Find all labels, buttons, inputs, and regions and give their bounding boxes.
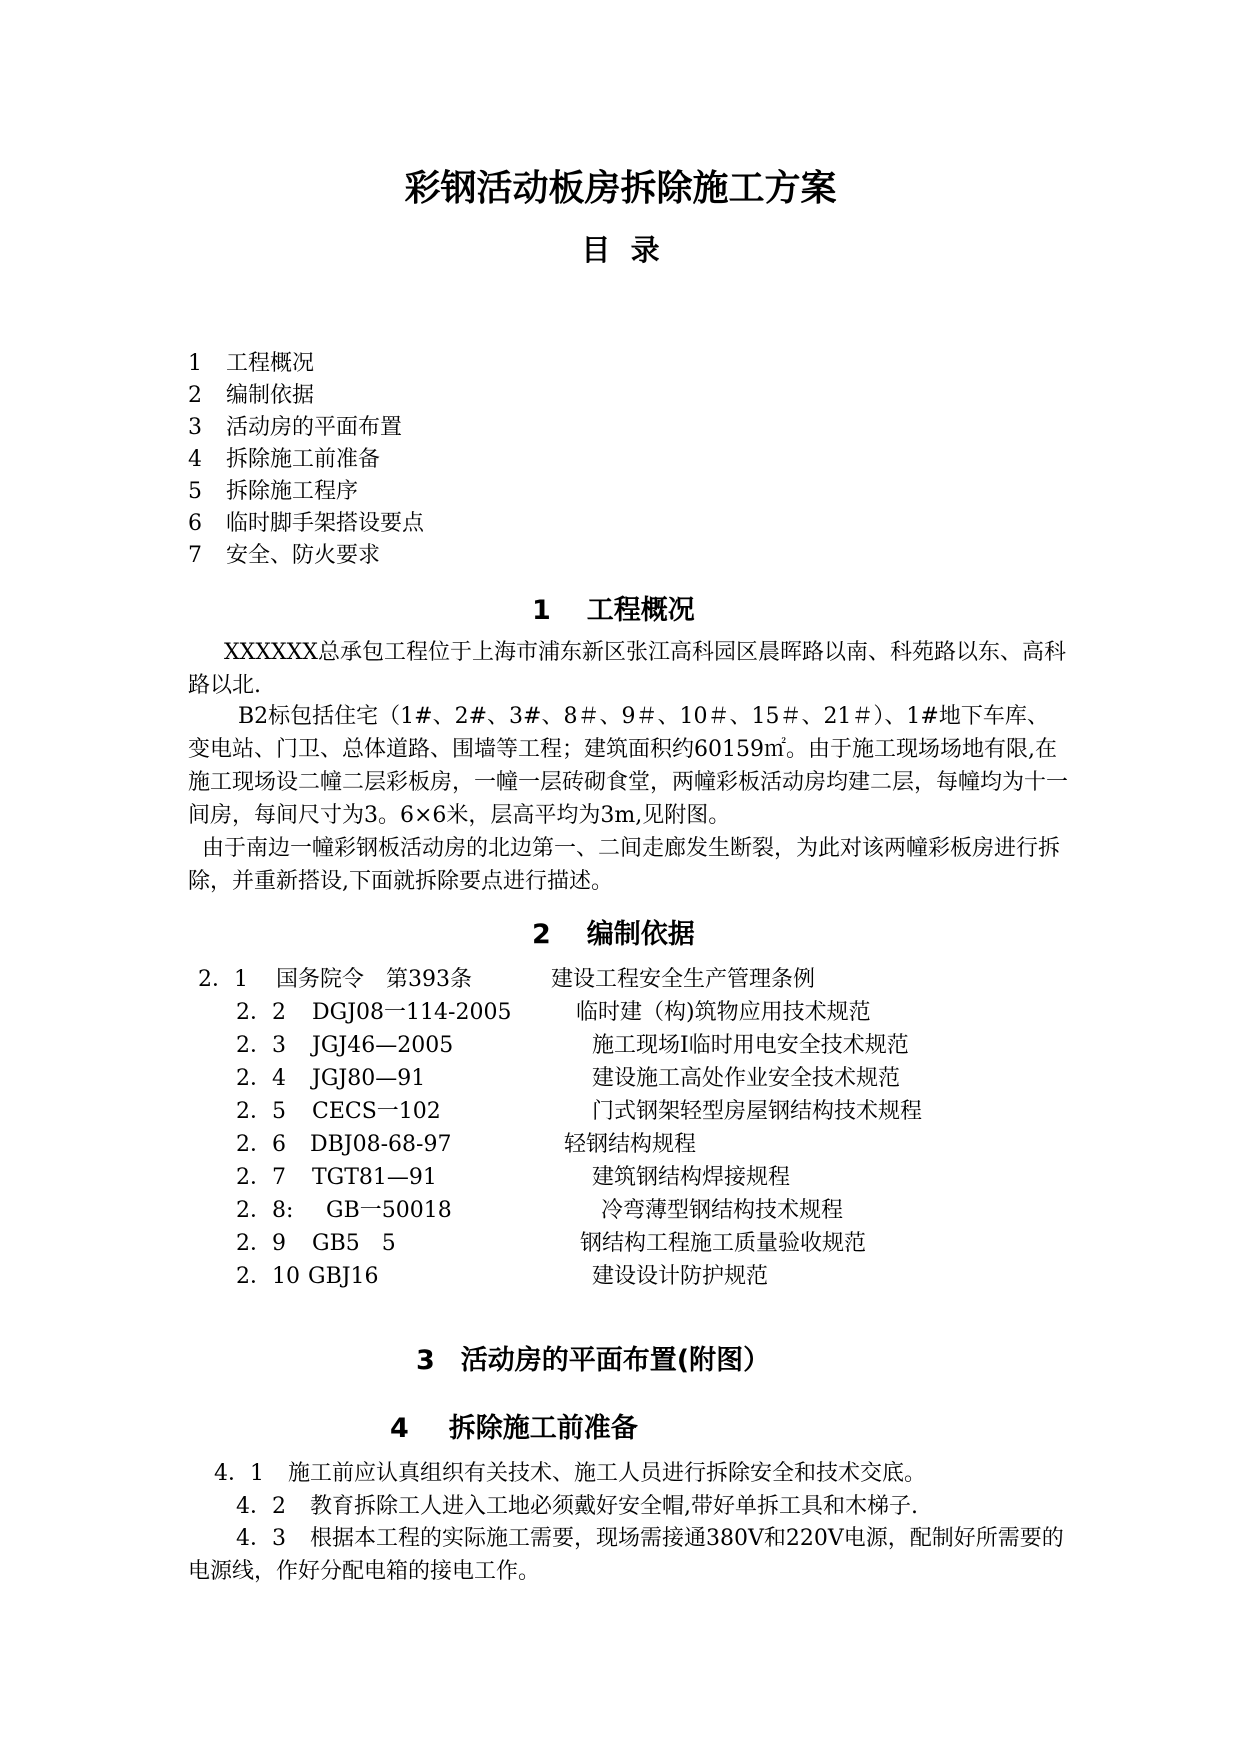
reference-item <box>236 1096 922 1128</box>
toc-item-number: 3 <box>188 415 202 440</box>
reference-number: 2．5 <box>236 1099 286 1124</box>
preparation-text: 教育拆除工人进入工地必须戴好安全帽,带好单拆工具和木梯子. <box>310 1494 918 1519</box>
reference-name: 施工现场Ⅰ临时用电安全技术规范 <box>592 1033 909 1058</box>
toc-item-label: 编制依据 <box>226 383 315 408</box>
reference-name: 冷弯薄型钢结构技术规程 <box>601 1198 844 1223</box>
reference-code: TGT81—91 <box>312 1165 437 1190</box>
preparation-number: 4．3 <box>236 1526 286 1551</box>
reference-name: 钢结构工程施工质量验收规范 <box>580 1231 867 1256</box>
toc-item-label: 活动房的平面布置 <box>226 415 403 440</box>
reference-name: 轻钢结构规程 <box>564 1132 697 1157</box>
toc-item-label: 拆除施工前准备 <box>226 447 381 472</box>
section-title: 编制依据 <box>586 919 695 950</box>
preparation-text: 根据本工程的实际施工需要，现场需接通380V和220V电源，配制好所需要的电源线，作好分配电箱的接电工作。 <box>188 1526 1064 1584</box>
reference-name: 临时建（构)筑物应用技术规范 <box>576 1000 871 1025</box>
reference-code: GBJ16 <box>308 1264 379 1289</box>
reference-item <box>236 1261 768 1293</box>
reference-name: 建筑钢结构焊接规程 <box>592 1165 791 1190</box>
reference-name: 建设设计防护规范 <box>592 1264 769 1289</box>
toc-item-label: 临时脚手架搭设要点 <box>226 511 425 536</box>
preparation-text: 施工前应认真组织有关技术、施工人员进行拆除安全和技术交底。 <box>288 1461 927 1486</box>
reference-number: 2．10 <box>236 1264 300 1289</box>
preparation-item <box>236 1491 918 1523</box>
reference-code: GB5 5 <box>312 1231 396 1256</box>
section-title: 工程概况 <box>586 595 695 626</box>
reference-code: GB一50018 <box>326 1198 452 1223</box>
reference-number: 2．2 <box>236 1000 286 1025</box>
reference-code: CECS一102 <box>312 1099 441 1124</box>
reference-item <box>236 1195 843 1227</box>
section-title: 活动房的平面布置(附图） <box>460 1345 771 1376</box>
section-1-paragraph: XXXXXX总承包工程位于上海市浦东新区张江高科园区晨晖路以南、科苑路以东、高科路以北. <box>188 640 1066 698</box>
toc-item-label: 拆除施工程序 <box>226 479 359 504</box>
toc-item <box>188 348 314 380</box>
toc-heading: 目 录 <box>581 233 660 267</box>
reference-item <box>236 1030 909 1062</box>
reference-number: 2．6 <box>236 1132 286 1157</box>
reference-code: JGJ80—91 <box>312 1066 426 1091</box>
section-number: 3 <box>416 1345 435 1376</box>
reference-item <box>236 997 871 1029</box>
toc-item-label: 工程概况 <box>226 351 315 376</box>
reference-code: DBJ08-68-97 <box>310 1132 452 1157</box>
reference-item <box>236 1129 696 1161</box>
preparation-number: 4．1 <box>214 1461 264 1486</box>
preparation-number: 4．2 <box>236 1494 286 1519</box>
reference-name: 建设施工高处作业安全技术规范 <box>592 1066 901 1091</box>
reference-number: 2．7 <box>236 1165 286 1190</box>
reference-number: 2．4 <box>236 1066 286 1091</box>
preparation-item <box>188 1522 1070 1588</box>
section-number: 2 <box>532 919 551 950</box>
reference-number: 2．9 <box>236 1231 286 1256</box>
section-title: 拆除施工前准备 <box>448 1413 638 1444</box>
toc-item-label: 安全、防火要求 <box>226 543 381 568</box>
section-1-heading <box>532 588 695 627</box>
toc-item <box>188 508 424 540</box>
toc-item <box>188 444 380 476</box>
reference-item <box>198 964 815 996</box>
reference-item <box>236 1162 790 1194</box>
toc-item <box>188 476 358 508</box>
reference-item <box>236 1063 900 1095</box>
reference-name: 建设工程安全生产管理条例 <box>551 967 816 992</box>
toc-item-number: 4 <box>188 447 202 472</box>
reference-code: DGJ08一114-2005 <box>312 1000 512 1025</box>
reference-number: 2．1 <box>198 967 248 992</box>
toc-item-number: 7 <box>188 543 202 568</box>
toc-item-number: 5 <box>188 479 202 504</box>
toc-item <box>188 412 402 444</box>
document-title: 彩钢活动板房拆除施工方案 <box>404 168 837 209</box>
section-4-heading <box>390 1406 638 1445</box>
section-number: 4 <box>390 1413 409 1444</box>
section-1-paragraph: 由于南边一幢彩钢板活动房的北边第一、二间走廊发生断裂，为此对该两幢彩板房进行拆除，并重新搭设,下面就拆除要点进行描述。 <box>188 836 1061 894</box>
reference-number: 2．8: <box>236 1198 294 1223</box>
toc-item-number: 1 <box>188 351 202 376</box>
reference-item <box>236 1228 866 1260</box>
section-1-paragraph: B2标包括住宅（1#、2#、3#、8＃、9＃、10＃、15＃、21＃）、1#地下车库、变电站、门卫、总体道路、围墙等工程；建筑面积约60159㎡。由于施工现场场地有限,在施工现场设二幢二层彩板房，一幢一层砖砌食堂，两幢彩板活动房均建二层，每幢均为十一间房，每间尺寸为3。6×6米，层高平均为3m,见附图。 <box>188 704 1069 828</box>
reference-code: 国务院令 第393条 <box>276 967 472 992</box>
section-number: 1 <box>532 595 551 626</box>
reference-number: 2．3 <box>236 1033 286 1058</box>
section-3-heading <box>416 1338 770 1377</box>
toc-item <box>188 540 380 572</box>
reference-code: JGJ46—2005 <box>312 1033 454 1058</box>
reference-name: 门式钢架轻型房屋钢结构技术规程 <box>592 1099 923 1124</box>
preparation-item <box>214 1458 926 1490</box>
section-2-heading <box>532 912 695 951</box>
toc-item <box>188 380 314 412</box>
toc-item-number: 6 <box>188 511 202 536</box>
toc-item-number: 2 <box>188 383 202 408</box>
